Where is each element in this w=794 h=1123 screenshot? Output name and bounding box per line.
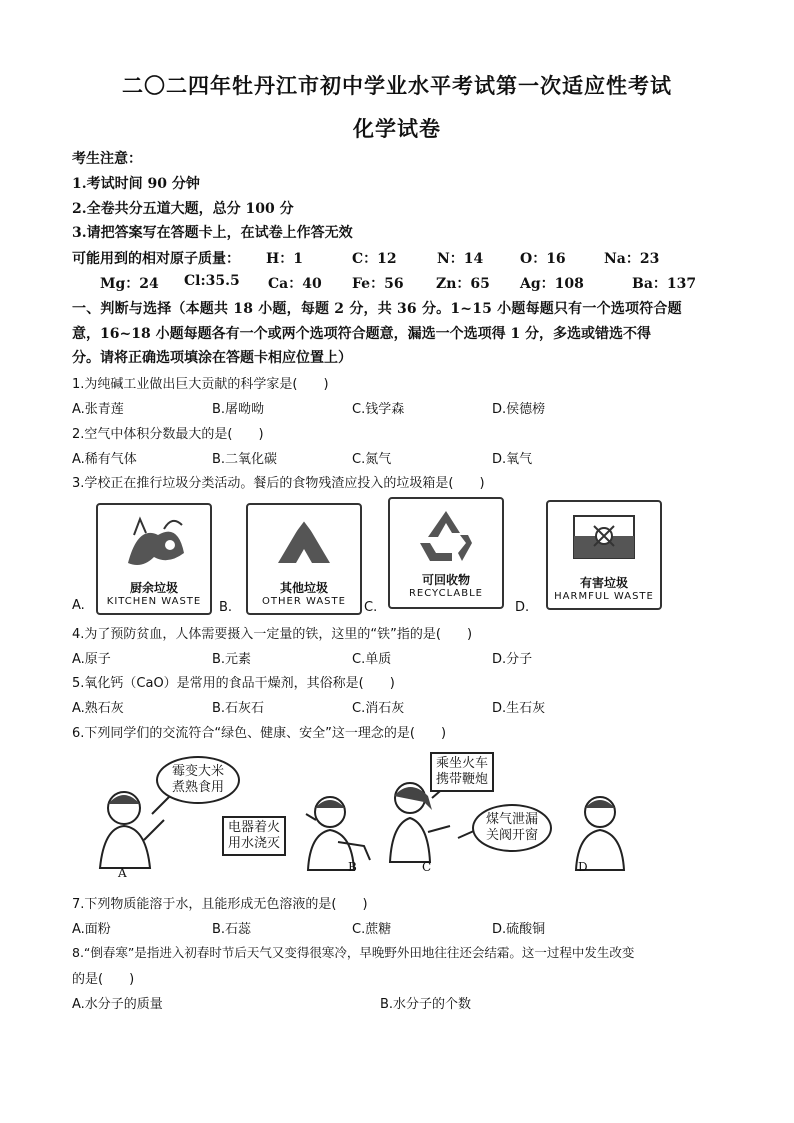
question-stem-cont: 的是( ) <box>72 972 135 987</box>
bin-en-label: OTHER WASTE <box>262 596 346 607</box>
question-stem: 2.空气中体积分数最大的是( ) <box>72 427 264 442</box>
harmful-waste-bin <box>546 500 662 610</box>
kitchen-waste-bin <box>96 503 212 615</box>
recyclable-bin <box>388 497 504 609</box>
triangle-arrows-icon <box>248 505 360 577</box>
harmful-symbol-icon <box>548 502 660 572</box>
option: D.侯德榜 <box>492 402 546 417</box>
option: A.稀有气体 <box>72 452 137 467</box>
option: D.生石灰 <box>492 701 546 716</box>
notice-item: 2.全卷共分五道大题，总分 100 分 <box>72 201 294 217</box>
figure-label: C <box>422 860 432 874</box>
bin-en-label: RECYCLABLE <box>408 588 483 599</box>
atomic-mass: C：12 <box>352 251 397 267</box>
bin-cn-label: 厨余垃圾 <box>129 581 178 595</box>
option-letter: A. <box>72 598 85 613</box>
recycle-icon <box>390 499 502 571</box>
student-c-figure <box>390 783 450 862</box>
conversation-illustration <box>94 750 664 880</box>
food-scraps-icon <box>98 505 210 577</box>
bin-cn-label: 有害垃圾 <box>579 576 628 590</box>
student-b-figure <box>308 797 370 870</box>
section-instructions: 一、判断与选择（本题共 18 小题，每题 2 分，共 36 分。1~15 小题每题只有一个选项符合题 <box>72 301 682 317</box>
notice-item: 3.请把答案写在答题卡上，在试卷上作答无效 <box>72 225 353 241</box>
option: A.水分子的质量 <box>72 997 163 1012</box>
section-instructions: 分。请将正确选项填涂在答题卡相应位置上） <box>72 350 352 366</box>
question-stem: 3.学校正在推行垃圾分类活动。餐后的食物残渣应投入的垃圾箱是( ) <box>72 476 485 491</box>
atomic-mass: N：14 <box>437 251 484 267</box>
option: B.石灰石 <box>212 701 265 716</box>
question-stem: 1.为纯碱工业做出巨大贡献的科学家是( ) <box>72 377 329 392</box>
exam-title: 二〇二四年牡丹江市初中学业水平考试第一次适应性考试 <box>122 73 672 98</box>
bin-cn-label: 其他垃圾 <box>279 581 328 595</box>
notice-item: 1.考试时间 90 分钟 <box>72 176 200 192</box>
option: C.蔗糖 <box>352 922 392 937</box>
atomic-mass-label: 可能用到的相对原子质量： <box>72 251 240 267</box>
figure-label: A <box>118 866 127 880</box>
atomic-mass: Na：23 <box>604 251 660 267</box>
question-stem: 6.下列同学们的交流符合“绿色、健康、安全”这一理念的是( ) <box>72 726 447 741</box>
speech-bubble-b: 电器着火 用水浇灭 <box>222 816 286 856</box>
bin-en-label: HARMFUL WASTE <box>554 591 654 602</box>
atomic-mass: O：16 <box>520 251 566 267</box>
option: C.单质 <box>352 652 392 667</box>
section-instructions: 意，16~18 小题每题各有一个或两个选项符合题意，漏选一个选项得 1 分，多选或错选不得 <box>72 326 652 342</box>
atomic-mass: Ba：137 <box>632 276 697 292</box>
option: B.水分子的个数 <box>380 997 472 1012</box>
atomic-mass: Ag：108 <box>520 276 584 292</box>
option: B.屠呦呦 <box>212 402 265 417</box>
option: B.二氧化碳 <box>212 452 278 467</box>
option: A.原子 <box>72 652 111 667</box>
option: C.消石灰 <box>352 701 405 716</box>
option: C.氮气 <box>352 452 392 467</box>
question-stem: 7.下列物质能溶于水，且能形成无色溶液的是( ) <box>72 897 368 912</box>
option: B.元素 <box>212 652 252 667</box>
atomic-mass: Zn：65 <box>436 276 490 292</box>
option: D.氧气 <box>492 452 533 467</box>
option: A.面粉 <box>72 922 111 937</box>
atomic-mass: H：1 <box>266 251 303 267</box>
student-a-figure <box>100 792 164 868</box>
option-letter: D. <box>515 600 530 615</box>
question-stem: 4.为了预防贫血，人体需要摄入一定量的铁，这里的“铁”指的是( ) <box>72 627 473 642</box>
exam-subtitle: 化学试卷 <box>353 116 441 141</box>
question-stem: 8.“倒春寒”是指进入初春时节后天气又变得很寒冷，早晚野外田地往往还会结霜。这一过程中发生改变 <box>72 945 635 960</box>
figure-label: D <box>578 860 588 874</box>
option: D.分子 <box>492 652 533 667</box>
speech-bubble-a: 霉变大米 煮熟食用 <box>156 756 240 804</box>
option: D.硫酸铜 <box>492 922 546 937</box>
atomic-mass: Ca：40 <box>268 276 322 292</box>
other-waste-bin <box>246 503 362 615</box>
figure-label: B <box>348 860 357 874</box>
option: A.张青莲 <box>72 402 124 417</box>
notice-heading: 考生注意： <box>72 151 142 167</box>
option: C.钱学森 <box>352 402 405 417</box>
option: A.熟石灰 <box>72 701 124 716</box>
bin-en-label: KITCHEN WASTE <box>106 596 202 607</box>
option-letter: C. <box>364 600 378 615</box>
bin-cn-label: 可回收物 <box>421 573 470 587</box>
speech-bubble-c: 乘坐火车 携带鞭炮 <box>430 752 494 792</box>
question-stem: 5.氧化钙（CaO）是常用的食品干燥剂，其俗称是( ) <box>72 676 395 691</box>
option-letter: B. <box>219 600 233 615</box>
atomic-mass: Fe：56 <box>352 276 404 292</box>
atomic-mass: Cl:35.5 <box>184 273 240 289</box>
atomic-mass: Mg：24 <box>100 276 159 292</box>
option: B.石蕊 <box>212 922 252 937</box>
speech-bubble-d: 煤气泄漏 关阀开窗 <box>472 804 552 852</box>
